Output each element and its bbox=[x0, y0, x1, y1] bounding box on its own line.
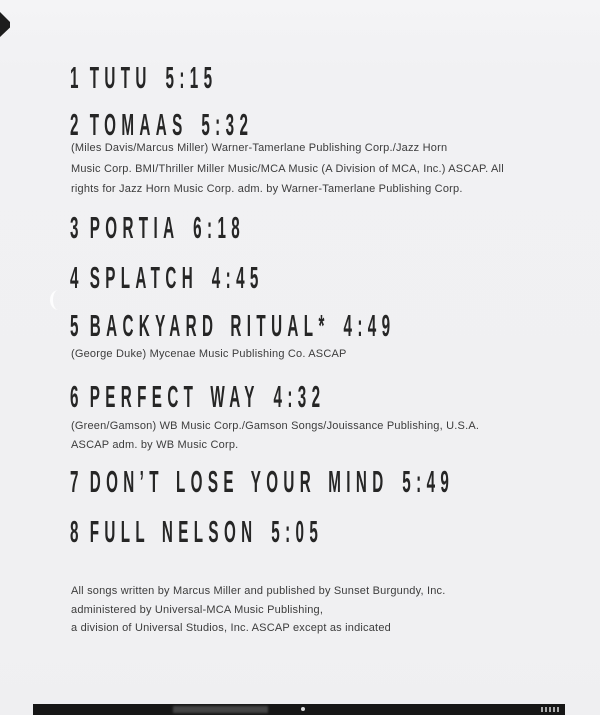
track-number: 7 bbox=[70, 464, 84, 499]
track-time: 5:49 bbox=[402, 464, 455, 499]
track-title: TOMAAS bbox=[89, 107, 188, 142]
track-number: 4 bbox=[70, 260, 84, 295]
scan-bar-ticks bbox=[541, 707, 559, 712]
track-row-8 bbox=[70, 516, 323, 547]
track-row-1 bbox=[70, 62, 217, 93]
track-number: 6 bbox=[70, 379, 84, 414]
track-number: 8 bbox=[70, 514, 84, 549]
track-row-5 bbox=[70, 310, 395, 341]
footer-credit-line: a division of Universal Studios, Inc. ASCAP except as indicated bbox=[71, 622, 391, 634]
track-row-6 bbox=[70, 381, 325, 412]
track-row-2 bbox=[70, 109, 253, 140]
track-title: PORTIA bbox=[89, 210, 180, 245]
track-title: TUTU bbox=[89, 60, 152, 95]
track-time: 4:32 bbox=[273, 379, 326, 414]
track-title: SPLATCH bbox=[89, 260, 199, 295]
track-time: 6:18 bbox=[193, 210, 246, 245]
credit-line: (Miles Davis/Marcus Miller) Warner-Tamerlane Publishing Corp./Jazz Horn bbox=[71, 142, 448, 154]
track-number: 1 bbox=[70, 60, 84, 95]
publishing-credit-track-6 bbox=[71, 417, 479, 454]
track-row-7 bbox=[70, 466, 454, 497]
credit-line: ASCAP adm. by WB Music Corp. bbox=[71, 438, 239, 451]
track-time: 5:32 bbox=[201, 107, 254, 142]
footer-credits bbox=[71, 582, 446, 638]
track-title: BACKYARD RITUAL* bbox=[89, 308, 330, 343]
track-title: PERFECT WAY bbox=[89, 379, 260, 414]
credit-line: rights for Jazz Horn Music Corp. adm. by Warner-Tamerlane Publishing Corp. bbox=[71, 183, 463, 195]
scan-bar-dot bbox=[301, 707, 305, 711]
credit-line: (Green/Gamson) WB Music Corp./Gamson Songs/Jouissance Publishing, U.S.A. bbox=[71, 420, 480, 432]
credit-line: (George Duke) Mycenae Music Publishing Co. ASCAP bbox=[71, 348, 347, 360]
scan-bar-smudge bbox=[173, 706, 268, 713]
track-row-3 bbox=[70, 212, 245, 243]
track-number: 5 bbox=[70, 308, 84, 343]
track-time: 5:05 bbox=[271, 514, 324, 549]
track-row-4 bbox=[70, 262, 264, 293]
track-number: 2 bbox=[70, 107, 84, 142]
publishing-credit-track-5 bbox=[71, 344, 347, 365]
track-number: 3 bbox=[70, 210, 84, 245]
track-title: FULL NELSON bbox=[89, 514, 258, 549]
track-time: 4:45 bbox=[211, 260, 264, 295]
footer-credit-line: administered by Universal-MCA Music Publishing, bbox=[71, 603, 324, 616]
footer-credit-line: All songs written by Marcus Miller and published by Sunset Burgundy, Inc. bbox=[71, 585, 446, 597]
scan-artifact-bottom-bar bbox=[33, 704, 565, 715]
scan-artifact-crescent bbox=[50, 290, 67, 310]
credit-line: Music Corp. BMI/Thriller Miller Music/MCA Music (A Division of MCA, Inc.) ASCAP. All bbox=[71, 162, 504, 175]
track-time: 4:49 bbox=[343, 308, 396, 343]
publishing-credit-track-2 bbox=[71, 138, 504, 200]
track-time: 5:15 bbox=[165, 60, 218, 95]
scan-artifact-top-left bbox=[0, 12, 10, 37]
track-title: DON’T LOSE YOUR MIND bbox=[89, 464, 389, 499]
